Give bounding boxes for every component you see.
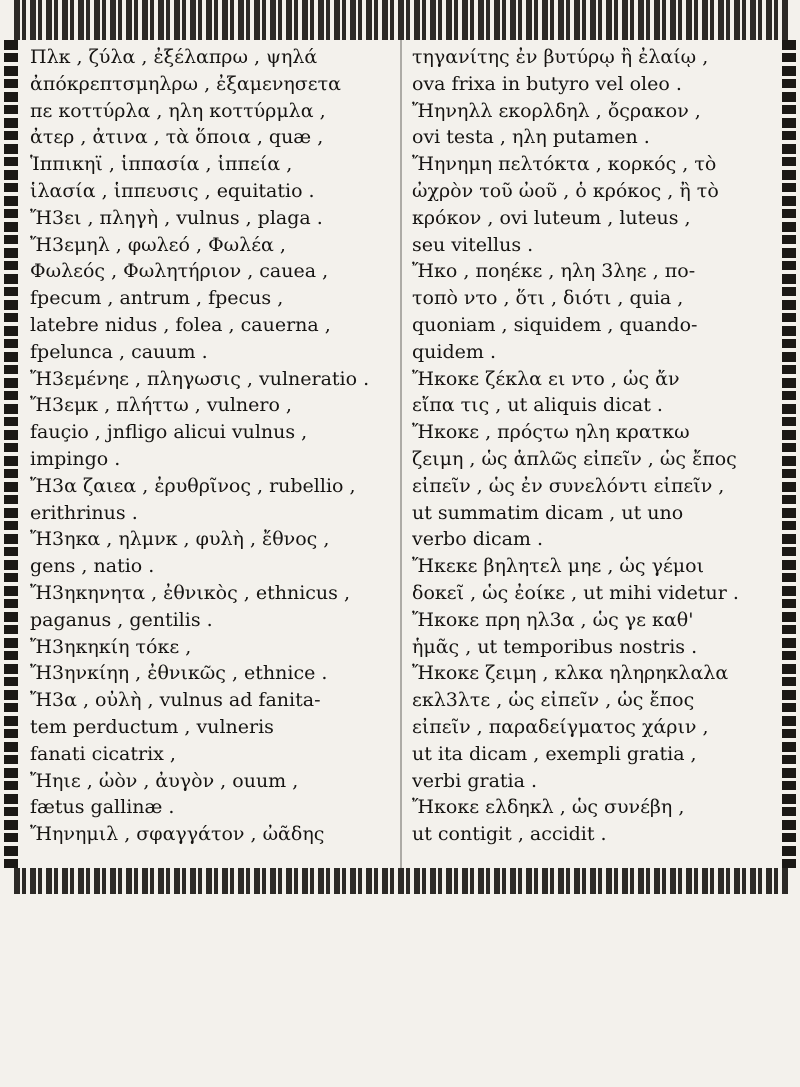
dictionary-line: erithrinus . (30, 501, 138, 524)
dictionary-line: fpecum , antrum , fpecus , (30, 287, 284, 310)
dictionary-line: tem perductum , vulneris (30, 715, 274, 738)
dictionary-line: ova frixa in butyro vel oleo . (412, 72, 682, 95)
dictionary-line: latebre nidus , folea , cauerna , (30, 313, 331, 336)
dictionary-line: Ἤκοκε , πρόςτω ηλη κρατκω (412, 421, 690, 444)
dictionary-line: πε κοττύρλα , ηλη κοττύρμλα , (30, 99, 326, 122)
dictionary-line: verbi gratia . (412, 769, 538, 792)
dictionary-line: Ἤηνηλλ εκορλδηλ , ὄςρακον , (412, 99, 701, 122)
dictionary-line: δοκεῖ , ὡς ἐοίκε , ut mihi videtur . (412, 581, 739, 604)
left-column (30, 44, 396, 848)
dictionary-line: κρόκον , ovi luteum , luteus , (412, 206, 691, 229)
dictionary-line: Ἱππικηϊ , ἱππασία , ἱππεία , (30, 153, 293, 176)
ornamental-top-border (14, 0, 788, 40)
dictionary-line: ζειμη , ὡς ἁπλῶς εἰπεῖν , ὡς ἔπος (412, 447, 737, 470)
dictionary-line: ἀτερ , ἀτινα , τὰ ὅποια , quæ , (30, 126, 324, 149)
dictionary-line: seu vitellus . (412, 233, 534, 256)
dictionary-line: Ἤηνημιλ , σφαγγάτον , ὠᾶδης (30, 823, 325, 846)
dictionary-line: ut contigit , accidit . (412, 823, 607, 846)
dictionary-line: Πλκ , ζύλα , ἐξέλαπρω , ψηλά (30, 46, 318, 68)
dictionary-line: quoniam , siquidem , quando- (412, 313, 698, 336)
dictionary-line: ὠχρὸν τοῦ ὠοῦ , ὁ κρόκος , ἢ τὸ (412, 179, 719, 202)
dictionary-line: gens , natio . (30, 555, 155, 578)
dictionary-line: Ἤκοκε πρη ηλ3α , ὡς γε καθ' (412, 608, 694, 631)
dictionary-line: εἰπεῖν , ὡς ἐν συνελόντι εἰπεῖν , (412, 474, 725, 497)
dictionary-line: quidem . (412, 340, 496, 363)
dictionary-line: Ἤκοκε ζέκλα ει ντο , ὡς ἄν (412, 367, 680, 390)
dictionary-line: paganus , gentilis . (30, 608, 213, 631)
dictionary-line: τοπὸ ντο , ὅτι , διότι , quia , (412, 287, 684, 310)
dictionary-line: Ἤ3α , οὐλὴ , vulnus ad fanita- (30, 689, 321, 712)
dictionary-line: εἴπα τις , ut aliquis dicat . (412, 394, 663, 417)
dictionary-line: ἀπόκρεπτσμηλρω , ἐξαμενησετα (30, 72, 341, 95)
dictionary-line: Ἤ3εμκ , πλήττω , vulnero , (30, 394, 292, 417)
dictionary-line: Ἤ3ηκηνητα , ἐθνικὸς , ethnicus , (30, 581, 350, 604)
ornamental-right-border (782, 40, 796, 870)
dictionary-line: Ἤκοκε ελδηκλ , ὡς συνέβη , (412, 796, 685, 819)
dictionary-line: Ἤ3εμένηε , πληγωσις , vulneratio . (30, 367, 370, 390)
dictionary-line: Ἤκοκε ζειμη , κλκα ηληρηκλαλα (412, 662, 729, 685)
dictionary-line: ἡμᾶς , ut temporibus nostris . (412, 635, 698, 658)
dictionary-line: Ἤηιε , ὠὸν , ἀυγὸν , ouum , (30, 769, 299, 792)
column-divider (400, 40, 402, 868)
dictionary-line: Ἤ3εμηλ , φωλεό , Φωλέα , (30, 233, 286, 256)
dictionary-line: Ἤκο , ποηέκε , ηλη 3ληε , πο- (412, 260, 696, 283)
dictionary-line: εἰπεῖν , παραδείγματος χάριν , (412, 715, 709, 738)
dictionary-line: Ἤκεκε βηλητελ μηε , ὡς γέμοι (412, 555, 705, 578)
dictionary-line: Ἤ3ει , πληγὴ , vulnus , plaga . (30, 206, 323, 229)
dictionary-line: ovi testa , ηλη putamen . (412, 126, 650, 149)
dictionary-line: εκλ3λτε , ὡς εἰπεῖν , ὡς ἔπος (412, 689, 695, 712)
dictionary-line: τηγανίτης ἐν βυτύρῳ ἢ ἐλαίῳ , (412, 46, 709, 68)
dictionary-line: fanati cicatrix , (30, 742, 176, 765)
blank-margin (0, 894, 800, 1087)
dictionary-line: ἱλασία , ἱππευσις , equitatio . (30, 179, 315, 202)
dictionary-line: Ἤηνημη πελτόκτα , κορκός , τὸ (412, 153, 717, 176)
dictionary-line: verbo dicam . (412, 528, 544, 551)
dictionary-line: Ἤ3α ζαιεα , ἐρυθρῖνος , rubellio , (30, 474, 356, 497)
dictionary-line: fætus gallinæ . (30, 796, 175, 819)
dictionary-line: impingo . (30, 447, 121, 470)
dictionary-line: fauçio , jnfligo alicui vulnus , (30, 421, 308, 444)
ornamental-left-border (4, 40, 18, 870)
right-column (412, 44, 780, 848)
dictionary-line: Ἤ3ηκα , ηλμνκ , φυλὴ , ἔθνος , (30, 528, 330, 551)
dictionary-line: ut summatim dicam , ut uno (412, 501, 684, 524)
dictionary-line: ut ita dicam , exempli gratia , (412, 742, 697, 765)
ornamental-bottom-border (14, 868, 788, 894)
dictionary-line: Ἤ3ηνκίηη , ἐθνικῶς , ethnice . (30, 662, 328, 685)
dictionary-line: Φωλεός , Φωλητήριον , cauea , (30, 260, 329, 283)
dictionary-line: Ἤ3ηκηκίη τόκε , (30, 635, 192, 658)
dictionary-line: fpelunca , cauum . (30, 340, 208, 363)
